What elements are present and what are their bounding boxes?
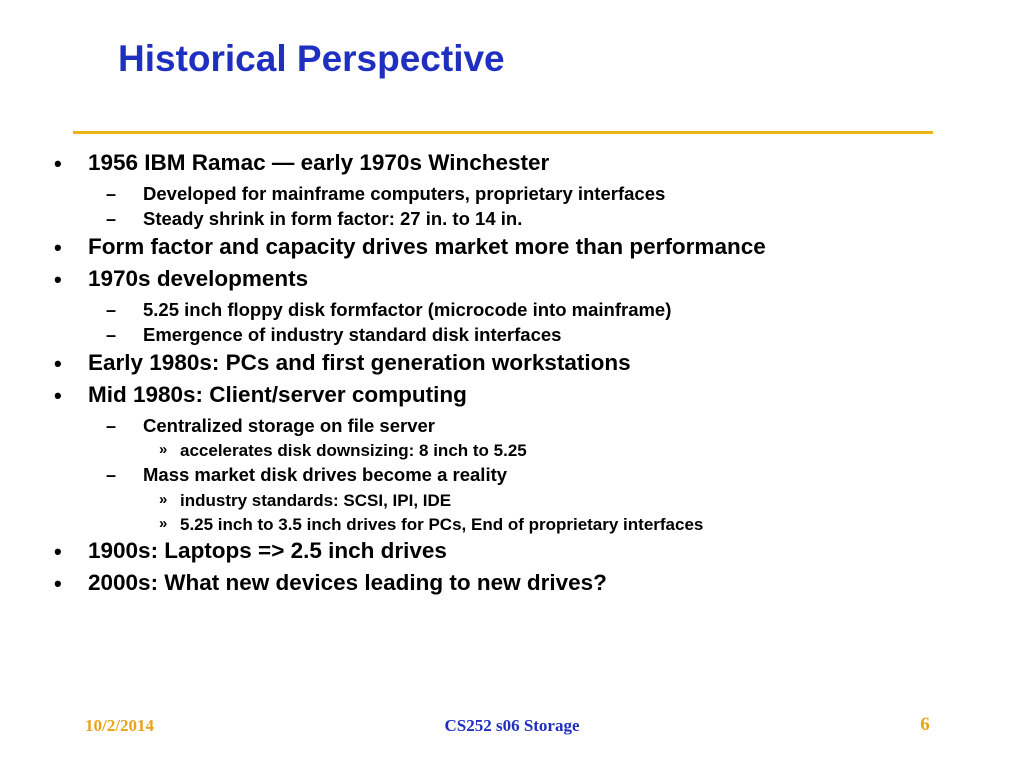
list-item-label: 1900s: Laptops => 2.5 inch drives xyxy=(88,537,447,563)
list-item-label: 2000s: What new devices leading to new drives? xyxy=(88,570,607,595)
list-item xyxy=(40,414,990,436)
list-item xyxy=(40,349,990,376)
footer-page-number: 6 xyxy=(920,714,930,735)
list-item-label: accelerates disk downsizing: 8 inch to 5.25 xyxy=(180,441,527,460)
list-item xyxy=(40,572,990,595)
list-item xyxy=(40,182,990,204)
bullet-icon: • xyxy=(54,151,62,176)
bullet-icon: • xyxy=(54,383,62,408)
list-item-label: Mid 1980s: Client/server computing xyxy=(88,382,467,407)
list-item xyxy=(40,268,990,291)
list-item-label: 1956 IBM Ramac — early 1970s Winchester xyxy=(88,150,550,175)
list-item xyxy=(40,210,990,229)
bullet-icon: • xyxy=(54,267,62,292)
list-item xyxy=(40,492,990,509)
list-item-label: Early 1980s: PCs and first generation workstations xyxy=(88,349,631,375)
slide-body xyxy=(40,152,990,605)
list-item-label: industry standards: SCSI, IPI, IDE xyxy=(180,490,452,510)
page-title: Historical Perspective xyxy=(118,38,505,79)
dash-bullet-icon: – xyxy=(106,299,117,320)
dash-bullet-icon: – xyxy=(106,415,117,436)
list-item-label: Centralized storage on file server xyxy=(143,414,435,436)
list-item-label: Emergence of industry standard disk interfaces xyxy=(143,324,562,345)
dash-bullet-icon: – xyxy=(106,209,117,229)
bullet-icon: • xyxy=(54,538,62,564)
list-item-label: Form factor and capacity drives market more than performance xyxy=(88,233,766,259)
footer-date: 10/2/2014 xyxy=(85,716,154,735)
dash-bullet-icon: – xyxy=(106,325,117,345)
list-item-label: Steady shrink in form factor: 27 in. to 14 in. xyxy=(143,208,523,229)
dash-bullet-icon: – xyxy=(106,183,117,204)
list-item xyxy=(40,152,990,175)
list-item xyxy=(40,537,990,564)
dash-bullet-icon: – xyxy=(106,465,117,485)
list-item-label: 5.25 inch to 3.5 inch drives for PCs, End of proprietary interfaces xyxy=(180,514,704,534)
chevron-bullet-icon: » xyxy=(159,490,168,508)
list-item-label: 1970s developments xyxy=(88,266,309,291)
chevron-bullet-icon: » xyxy=(159,441,168,458)
bullet-icon: • xyxy=(54,234,62,260)
list-item xyxy=(40,384,990,407)
chevron-bullet-icon: » xyxy=(159,514,168,532)
title-divider xyxy=(73,131,933,134)
bullet-icon: • xyxy=(54,350,62,376)
list-item-label: Developed for mainframe computers, proprietary interfaces xyxy=(143,182,666,204)
list-item-label: Mass market disk drives become a reality xyxy=(143,464,508,485)
list-item xyxy=(40,442,990,459)
list-item xyxy=(40,233,990,260)
list-item xyxy=(40,466,990,485)
list-item xyxy=(40,298,990,320)
list-item xyxy=(40,326,990,345)
list-item-label: 5.25 inch floppy disk formfactor (microcode into mainframe) xyxy=(143,298,672,320)
bullet-icon: • xyxy=(54,571,62,596)
footer-title: CS252 s06 Storage xyxy=(444,716,580,735)
list-item xyxy=(40,516,990,533)
